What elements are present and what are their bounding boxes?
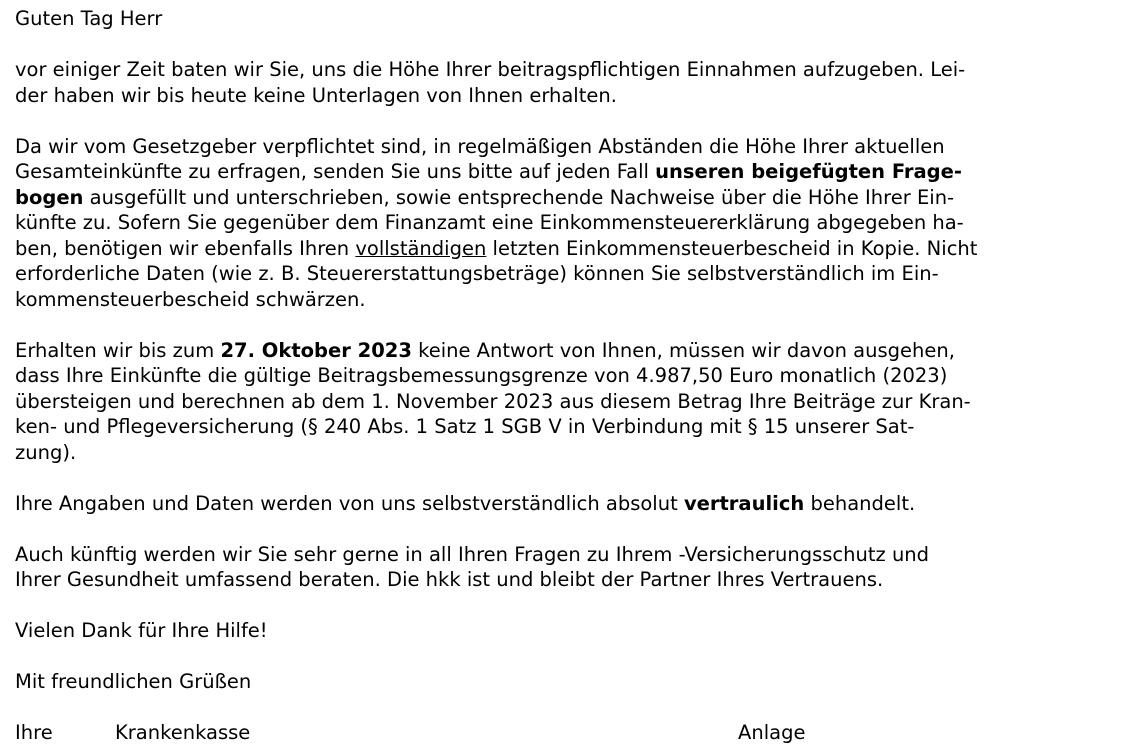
paragraph-thanks: Vielen Dank für Ihre Hilfe! [15,619,268,642]
signature-row [15,720,1115,746]
letter-body [15,6,1115,746]
paragraph-confidentiality-text-a: Ihre Angaben und Daten werden von uns selbstverständlich absolut [15,491,684,515]
paragraph-request-reminder: vor einiger Zeit baten wir Sie, uns die Höhe Ihrer beitragspflichtigen Einnahmen aufzugeben. Lei- der haben wir bis heute keine Unterlagen von Ihnen erhalten. [15,58,966,107]
paragraph-confidentiality [15,491,1115,517]
paragraph-confidentiality-text-b: behandelt. [804,491,916,515]
paragraph-deadline [15,338,1115,466]
paragraph-questionnaire-text-a: Da wir vom Gesetzgeber verpflichtet sind, in regelmäßigen Abständen die Höhe Ihrer aktuellen Gesamteinkünfte zu erfragen, senden Sie uns bitte auf jeden Fall [15,134,945,183]
paragraph-questionnaire-text-b: ausgefüllt und unterschrieben, sowie entsprechende Nachweise über die Höhe Ihrer Ein- künfte zu. Sofern Sie gegenüber dem Finanzamt eine Einkommensteuererklärung abgegeben ha- ben, benötigen wir ebenfalls Ihren [15,185,964,260]
signature-ihre: Ihre [15,721,53,744]
closing: Mit freundlichen Grüßen [15,670,252,693]
signature-krankenkasse: Krankenkasse [115,721,251,744]
paragraph-questionnaire-underline: vollständigen [355,236,487,260]
salutation: Guten Tag Herr [15,7,163,30]
paragraph-questionnaire [15,134,1115,313]
paragraph-deadline-text-a: Erhalten wir bis zum [15,338,221,362]
enclosure-label: Anlage [738,721,806,744]
deadline-date: 27. Oktober 2023 [220,338,412,362]
paragraph-questionnaire-bold: unseren beigefügten Frage- bogen [15,160,962,209]
paragraph-questionnaire-text-c: letzten Einkommensteuerbescheid in Kopie. Nicht erforderliche Daten (wie z. B. Steuererstattungsbeträge) können Sie selbstverständlich im Ein- kommensteuerbescheid schwärzen. [15,236,978,311]
confidential-word: vertraulich [683,491,805,515]
paragraph-deadline-text-b: keine Antwort von Ihnen, müssen wir davon ausgehen, dass Ihre Einkünfte die gültige Beitragsbemessungsgrenze von 4.987,50 Euro monatlich (2023) übersteigen und berechnen ab dem 1. November 2023 aus diesem Betrag Ihre Beiträge zur Kran- ken- und Pflegeversicherung (§ 240 Abs. 1 Satz 1 SGB V in Verbindung mit § 15 unserer Sat- zung). [15,338,971,464]
paragraph-advice: Auch künftig werden wir Sie sehr gerne in all Ihren Fragen zu Ihrem -Versicherungsschutz und Ihrer Gesundheit umfassend beraten. Die hkk ist und bleibt der Partner Ihres Vertrauens. [15,542,930,591]
